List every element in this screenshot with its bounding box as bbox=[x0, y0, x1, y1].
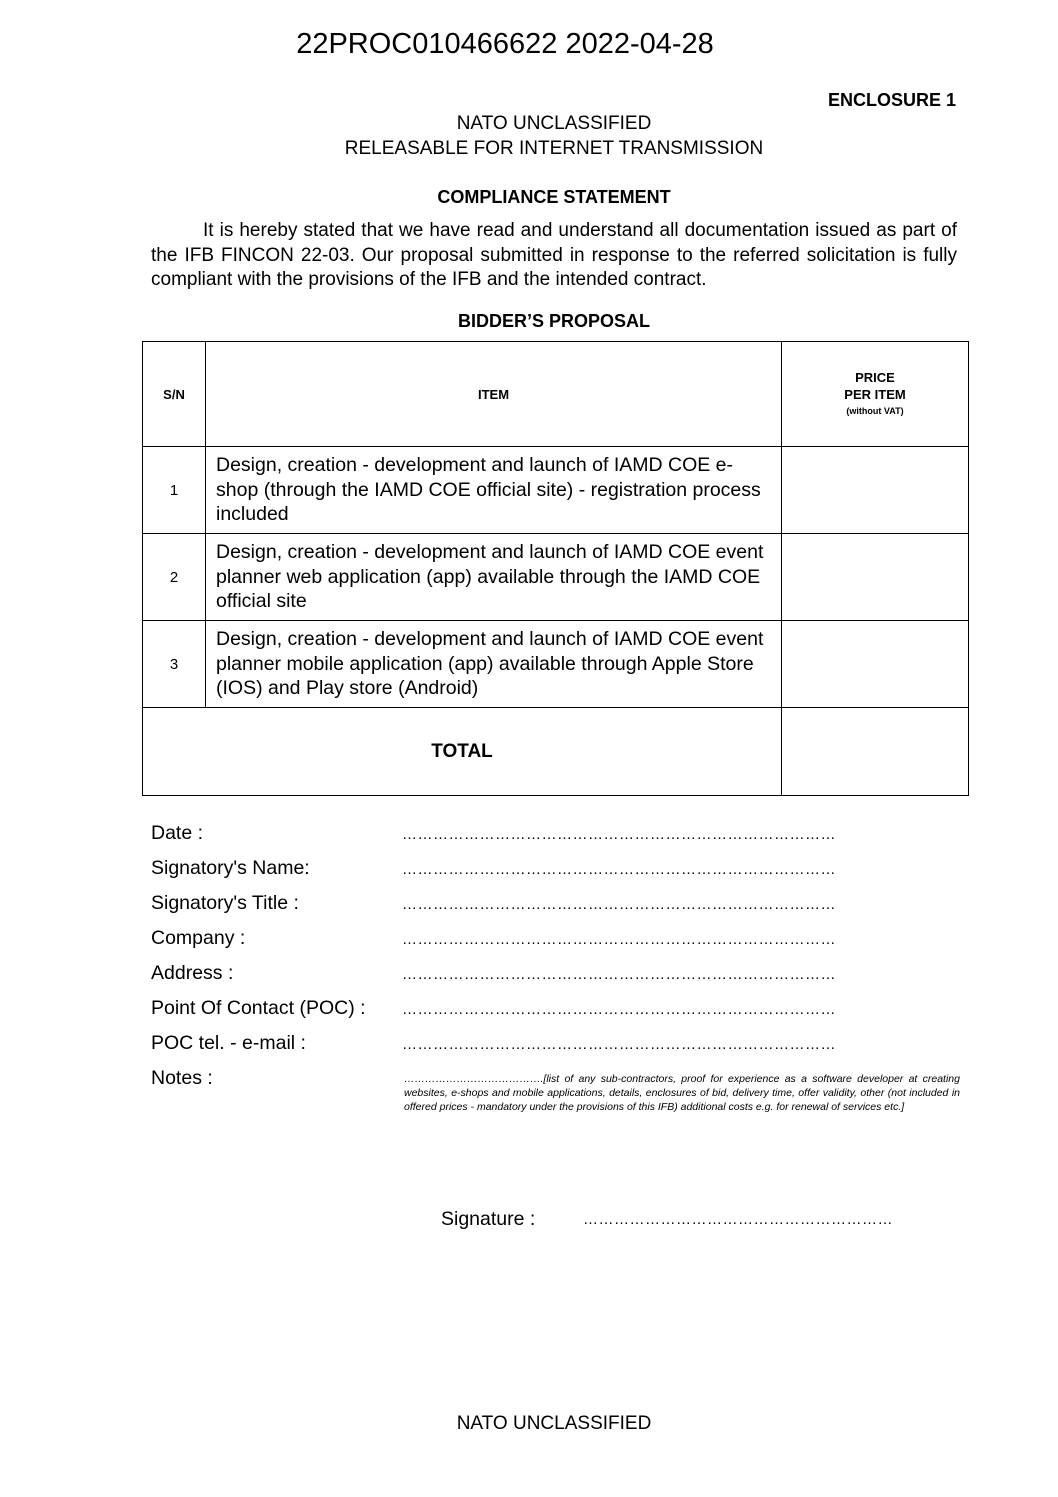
row-item: Design, creation - development and launch of IAMD COE e-shop (through the IAMD COE official site) - registration process included bbox=[206, 447, 782, 534]
total-label: TOTAL bbox=[143, 708, 782, 796]
row-price-cell[interactable] bbox=[782, 534, 969, 621]
signature-label: Signature : bbox=[441, 1208, 536, 1230]
address-field[interactable]: ………………………………………………………………………… bbox=[402, 966, 836, 983]
row-sn: 1 bbox=[143, 447, 206, 534]
poc-field[interactable]: ………………………………………………………………………… bbox=[402, 1001, 836, 1018]
notes-label: Notes : bbox=[151, 1067, 213, 1089]
address-label: Address : bbox=[151, 962, 234, 984]
row-price-cell[interactable] bbox=[782, 447, 969, 534]
release-marking: RELEASABLE FOR INTERNET TRANSMISSION bbox=[344, 138, 764, 159]
company-field[interactable]: ………………………………………………………………………… bbox=[402, 931, 836, 948]
poc-contact-label: POC tel. - e-mail : bbox=[151, 1032, 306, 1054]
classification-footer: NATO UNCLASSIFIED bbox=[456, 1413, 652, 1434]
proposal-table bbox=[142, 341, 969, 796]
signatory-name-label: Signatory's Name: bbox=[151, 857, 310, 879]
item-header: ITEM bbox=[206, 342, 782, 447]
poc-label: Point Of Contact (POC) : bbox=[151, 997, 366, 1019]
row-price-cell[interactable] bbox=[782, 621, 969, 708]
sn-header: S/N bbox=[143, 342, 206, 447]
signatory-title-field[interactable]: ………………………………………………………………………… bbox=[402, 896, 836, 913]
date-label: Date : bbox=[151, 822, 204, 844]
signatory-name-field[interactable]: ………………………………………………………………………… bbox=[402, 861, 836, 878]
price-header-note: (without VAT) bbox=[846, 405, 904, 416]
table-header-row bbox=[143, 342, 969, 447]
row-sn: 3 bbox=[143, 621, 206, 708]
poc-contact-field[interactable]: ………………………………………………………………………… bbox=[402, 1036, 836, 1053]
compliance-statement: It is hereby stated that we have read and understand all documentation issued as part of the IFB FINCON 22-03. Our proposal submitted in response to the referred solicitation is fully compliant with the provisions of the IFB and the intended contract. bbox=[151, 220, 957, 290]
table-row bbox=[143, 621, 969, 708]
row-sn: 2 bbox=[143, 534, 206, 621]
row-item: Design, creation - development and launch of IAMD COE event planner web application (app) available through the IAMD COE official site bbox=[206, 534, 782, 621]
total-price-cell[interactable] bbox=[782, 708, 969, 796]
price-header-line1: PRICE bbox=[855, 369, 895, 385]
signature-field[interactable]: …………………………………………………… bbox=[583, 1211, 893, 1228]
notes-field[interactable]: ………………………………….[list of any sub-contractors, proof for experience as a software developer at creating websites, e-shops and mobile applications, details, enclosures of bid, delivery time, offer validity, other (not included in offered prices - mandatory under the provisions of this IFB) additional costs e.g. for renewal of services etc.] bbox=[404, 1073, 960, 1113]
price-header-line2: PER ITEM bbox=[844, 386, 906, 402]
table-row bbox=[143, 447, 969, 534]
enclosure-label: ENCLOSURE 1 bbox=[827, 90, 956, 110]
proposal-title: BIDDER’S PROPOSAL bbox=[457, 311, 651, 331]
signatory-title-label: Signatory's Title : bbox=[151, 892, 299, 914]
company-label: Company : bbox=[151, 927, 246, 949]
row-item: Design, creation - development and launch of IAMD COE event planner mobile application (app) available through Apple Store (IOS) and Play store (Android) bbox=[206, 621, 782, 708]
price-header bbox=[782, 342, 969, 447]
compliance-title: COMPLIANCE STATEMENT bbox=[437, 187, 671, 207]
classification-header: NATO UNCLASSIFIED bbox=[456, 113, 652, 134]
total-row bbox=[143, 708, 969, 796]
date-field[interactable]: ………………………………………………………………………… bbox=[402, 826, 836, 843]
table-row bbox=[143, 534, 969, 621]
document-id: 22PROC010466622 2022-04-28 bbox=[296, 28, 714, 60]
